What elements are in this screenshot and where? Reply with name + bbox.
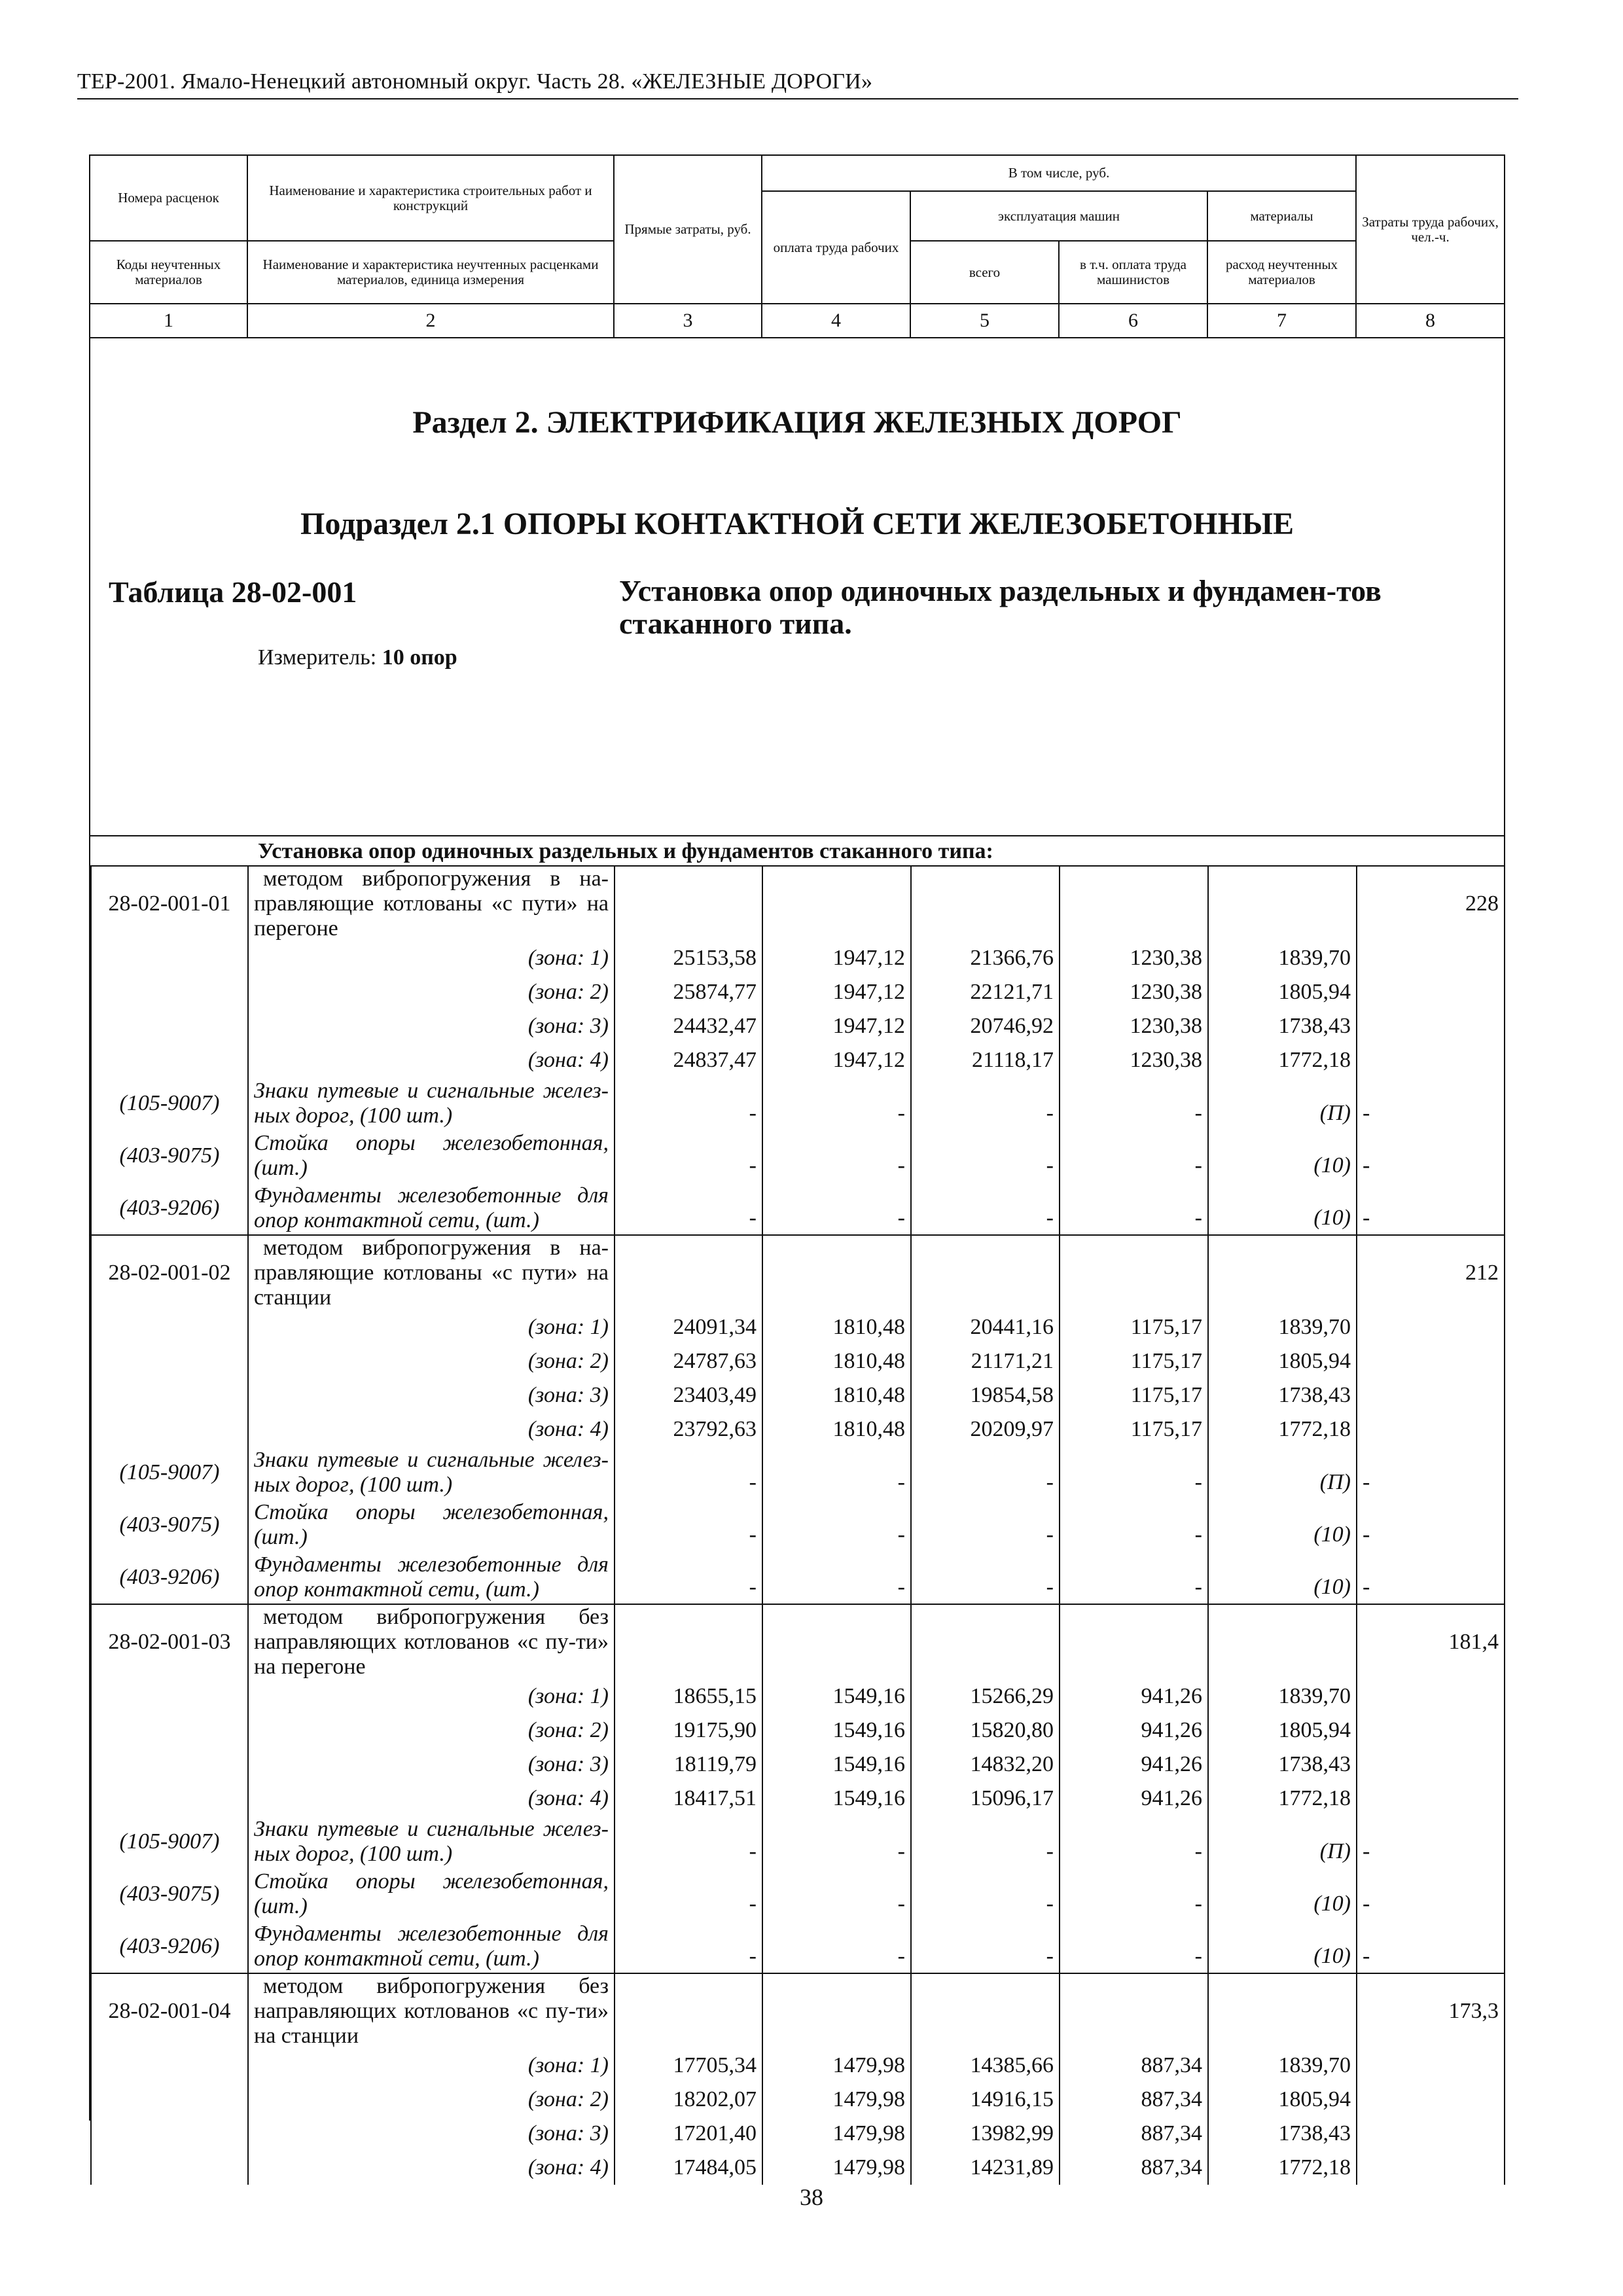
- material-code: (403-9206): [91, 1551, 248, 1604]
- dash-cell: -: [1060, 1446, 1208, 1499]
- machines-total: 14916,15: [911, 2083, 1060, 2117]
- material-qty: (П): [1208, 1816, 1357, 1868]
- dash-cell: -: [762, 1551, 911, 1604]
- rate-name: методом вибропогружения без направляющих котлованов «с пу-ти» на перегоне: [248, 1604, 615, 1679]
- material-row: [91, 1551, 1505, 1604]
- zone-label: (зона: 3): [248, 2117, 615, 2151]
- zone-label: (зона: 4): [248, 2151, 615, 2185]
- direct-cost: 24091,34: [615, 1310, 762, 1344]
- dash-cell: -: [911, 1182, 1060, 1235]
- material-name: Фундаменты железобетонные для опор контактной сети, (шт.): [248, 1182, 615, 1235]
- wages-cost: 1810,48: [762, 1310, 911, 1344]
- table-number: Таблица 28-02-001: [109, 575, 357, 609]
- empty-cell: [91, 1310, 248, 1344]
- dash-cell: -: [615, 1816, 762, 1868]
- zone-row: [91, 1412, 1505, 1446]
- rate-row: [91, 1973, 1505, 2049]
- material-code: (403-9075): [91, 1499, 248, 1551]
- empty-cell: [91, 1679, 248, 1713]
- direct-cost: 17484,05: [615, 2151, 762, 2185]
- direct-cost: 24432,47: [615, 1009, 762, 1043]
- material-name: Знаки путевые и сигнальные желез-ных дорог, (100 шт.): [248, 1446, 615, 1499]
- empty-cell: [615, 866, 762, 941]
- dash-cell: -: [1357, 1446, 1505, 1499]
- wages-cost: 1549,16: [762, 1782, 911, 1816]
- machines-total: 14385,66: [911, 2049, 1060, 2083]
- zone-label: (зона: 2): [248, 1713, 615, 1748]
- zone-row: [91, 941, 1505, 975]
- dash-cell: -: [762, 1868, 911, 1920]
- zone-row: [91, 1378, 1505, 1412]
- material-row: [91, 1499, 1505, 1551]
- machinist-wages: 887,34: [1060, 2049, 1208, 2083]
- material-row: [91, 1182, 1505, 1235]
- empty-cell: [762, 866, 911, 941]
- materials-cost: 1805,94: [1208, 2083, 1357, 2117]
- zone-label: (зона: 3): [248, 1378, 615, 1412]
- materials-cost: 1772,18: [1208, 1782, 1357, 1816]
- material-qty: (10): [1208, 1920, 1357, 1973]
- material-qty: (10): [1208, 1868, 1357, 1920]
- zone-label: (зона: 2): [248, 2083, 615, 2117]
- col-number: 2: [247, 304, 614, 338]
- material-code: (403-9206): [91, 1182, 248, 1235]
- zone-row: [91, 1713, 1505, 1748]
- materials-cost: 1839,70: [1208, 1310, 1357, 1344]
- rate-row: [91, 1235, 1505, 1310]
- empty-cell: [1357, 2117, 1505, 2151]
- materials-cost: 1772,18: [1208, 1412, 1357, 1446]
- empty-cell: [1357, 1782, 1505, 1816]
- wages-cost: 1947,12: [762, 975, 911, 1009]
- direct-cost: 18202,07: [615, 2083, 762, 2117]
- labor-cost: 181,4: [1357, 1604, 1505, 1679]
- dash-cell: -: [762, 1816, 911, 1868]
- empty-cell: [1208, 1973, 1357, 2049]
- direct-cost: 24787,63: [615, 1344, 762, 1378]
- zone-row: [91, 2049, 1505, 2083]
- material-qty: (10): [1208, 1499, 1357, 1551]
- material-code: (105-9007): [91, 1077, 248, 1130]
- material-name: Стойка опоры железобетонная, (шт.): [248, 1130, 615, 1182]
- zone-row: [91, 1310, 1505, 1344]
- empty-cell: [1357, 1679, 1505, 1713]
- dash-cell: -: [762, 1077, 911, 1130]
- dash-cell: -: [1060, 1182, 1208, 1235]
- col6-header: в т.ч. оплата труда машинистов: [1059, 241, 1207, 304]
- subsection-title: Подраздел 2.1 ОПОРЫ КОНТАКТНОЙ СЕТИ ЖЕЛЕЗОБЕТОННЫЕ: [300, 507, 1294, 541]
- dash-cell: -: [1357, 1499, 1505, 1551]
- zone-row: [91, 1679, 1505, 1713]
- machines-total: 15096,17: [911, 1782, 1060, 1816]
- materials-group-header: материалы: [1207, 191, 1356, 241]
- material-code: (105-9007): [91, 1446, 248, 1499]
- material-qty: (10): [1208, 1182, 1357, 1235]
- dash-cell: -: [911, 1077, 1060, 1130]
- material-code: (403-9075): [91, 1130, 248, 1182]
- direct-cost: 17705,34: [615, 2049, 762, 2083]
- machines-total: 15820,80: [911, 1713, 1060, 1748]
- machines-total: 21366,76: [911, 941, 1060, 975]
- machines-total: 14231,89: [911, 2151, 1060, 2185]
- material-row: [91, 1446, 1505, 1499]
- material-code: (105-9007): [91, 1816, 248, 1868]
- empty-cell: [91, 2151, 248, 2185]
- labor-cost: 173,3: [1357, 1973, 1505, 2049]
- material-qty: (10): [1208, 1130, 1357, 1182]
- rate-name: методом вибропогружения без направляющих котлованов «с пу-ти» на станции: [248, 1973, 615, 2049]
- zone-label: (зона: 3): [248, 1748, 615, 1782]
- wages-cost: 1479,98: [762, 2151, 911, 2185]
- col-number: 7: [1207, 304, 1356, 338]
- material-row: [91, 1920, 1505, 1973]
- direct-cost: 19175,90: [615, 1713, 762, 1748]
- dash-cell: -: [1357, 1077, 1505, 1130]
- dash-cell: -: [1060, 1130, 1208, 1182]
- empty-cell: [91, 1782, 248, 1816]
- col5-header: всего: [910, 241, 1059, 304]
- empty-cell: [91, 2117, 248, 2151]
- materials-cost: 1772,18: [1208, 2151, 1357, 2185]
- machinist-wages: 887,34: [1060, 2083, 1208, 2117]
- dash-cell: -: [1357, 1868, 1505, 1920]
- dash-cell: -: [615, 1077, 762, 1130]
- machinist-wages: 1175,17: [1060, 1344, 1208, 1378]
- zone-row: [91, 1748, 1505, 1782]
- empty-cell: [91, 975, 248, 1009]
- empty-cell: [1357, 1412, 1505, 1446]
- material-name: Знаки путевые и сигнальные желез-ных дорог, (100 шт.): [248, 1077, 615, 1130]
- wages-cost: 1810,48: [762, 1412, 911, 1446]
- dash-cell: -: [1357, 1551, 1505, 1604]
- zone-row: [91, 1009, 1505, 1043]
- price-table-frame: [89, 154, 1505, 2179]
- breakdown-group-header: В том числе, руб.: [762, 156, 1356, 191]
- empty-cell: [91, 1009, 248, 1043]
- empty-cell: [91, 1344, 248, 1378]
- dash-cell: -: [1060, 1551, 1208, 1604]
- material-row: [91, 1868, 1505, 1920]
- empty-cell: [1357, 1344, 1505, 1378]
- direct-cost: 23792,63: [615, 1412, 762, 1446]
- material-qty: (10): [1208, 1551, 1357, 1604]
- materials-cost: 1805,94: [1208, 975, 1357, 1009]
- machinist-wages: 941,26: [1060, 1679, 1208, 1713]
- dash-cell: -: [615, 1920, 762, 1973]
- rate-code: 28-02-001-04: [91, 1973, 248, 2049]
- empty-cell: [615, 1973, 762, 2049]
- dash-cell: -: [762, 1182, 911, 1235]
- empty-cell: [1357, 941, 1505, 975]
- materials-cost: 1738,43: [1208, 2117, 1357, 2151]
- empty-cell: [615, 1604, 762, 1679]
- empty-cell: [91, 1748, 248, 1782]
- material-name: Стойка опоры железобетонная, (шт.): [248, 1868, 615, 1920]
- dash-cell: -: [911, 1920, 1060, 1973]
- empty-cell: [1060, 1604, 1208, 1679]
- machinist-wages: 1230,38: [1060, 1009, 1208, 1043]
- machinist-wages: 1230,38: [1060, 941, 1208, 975]
- col-number: 6: [1059, 304, 1207, 338]
- empty-cell: [1357, 2083, 1505, 2117]
- machines-total: 14832,20: [911, 1748, 1060, 1782]
- empty-cell: [91, 2083, 248, 2117]
- zone-label: (зона: 3): [248, 1009, 615, 1043]
- dash-cell: -: [1060, 1077, 1208, 1130]
- meter-value: 10 опор: [382, 645, 457, 670]
- dash-cell: -: [1357, 1182, 1505, 1235]
- zone-row: [91, 2117, 1505, 2151]
- material-name: Знаки путевые и сигнальные желез-ных дорог, (100 шт.): [248, 1816, 615, 1868]
- dash-cell: -: [1060, 1816, 1208, 1868]
- machines-total: 20441,16: [911, 1310, 1060, 1344]
- direct-cost: 24837,47: [615, 1043, 762, 1077]
- dash-cell: -: [1060, 1499, 1208, 1551]
- zone-row: [91, 1043, 1505, 1077]
- meter: [258, 645, 457, 670]
- group-row: [90, 835, 1504, 867]
- col-number: 4: [762, 304, 910, 338]
- direct-cost: 18417,51: [615, 1782, 762, 1816]
- machinist-wages: 941,26: [1060, 1748, 1208, 1782]
- machinist-wages: 941,26: [1060, 1713, 1208, 1748]
- materials-cost: 1738,43: [1208, 1009, 1357, 1043]
- zone-label: (зона: 1): [248, 1679, 615, 1713]
- empty-cell: [911, 866, 1060, 941]
- empty-cell: [1357, 1748, 1505, 1782]
- dash-cell: -: [911, 1446, 1060, 1499]
- col2-top-header: Наименование и характеристика строительных работ и конструкций: [247, 156, 614, 241]
- machines-group-header: эксплуатация машин: [910, 191, 1207, 241]
- material-row: [91, 1077, 1505, 1130]
- materials-cost: 1738,43: [1208, 1378, 1357, 1412]
- empty-cell: [91, 2049, 248, 2083]
- zone-row: [91, 1782, 1505, 1816]
- zone-row: [91, 2151, 1505, 2185]
- machines-total: 19854,58: [911, 1378, 1060, 1412]
- dash-cell: -: [762, 1446, 911, 1499]
- rate-row: [91, 1604, 1505, 1679]
- empty-cell: [91, 1412, 248, 1446]
- materials-cost: 1738,43: [1208, 1748, 1357, 1782]
- wages-cost: 1810,48: [762, 1344, 911, 1378]
- labor-cost: 228: [1357, 866, 1505, 941]
- dash-cell: -: [911, 1499, 1060, 1551]
- machines-total: 15266,29: [911, 1679, 1060, 1713]
- zone-label: (зона: 2): [248, 1344, 615, 1378]
- direct-cost: 17201,40: [615, 2117, 762, 2151]
- empty-cell: [1357, 1310, 1505, 1344]
- wages-cost: 1479,98: [762, 2117, 911, 2151]
- col2-bottom-header: Наименование и характеристика неучтенных расценками материалов, единица измерения: [247, 241, 614, 304]
- direct-cost: 18119,79: [615, 1748, 762, 1782]
- rate-row: [91, 866, 1505, 941]
- material-qty: (П): [1208, 1446, 1357, 1499]
- wages-cost: 1549,16: [762, 1679, 911, 1713]
- dash-cell: -: [911, 1816, 1060, 1868]
- dash-cell: -: [911, 1130, 1060, 1182]
- zone-label: (зона: 2): [248, 975, 615, 1009]
- machinist-wages: 887,34: [1060, 2117, 1208, 2151]
- zone-label: (зона: 4): [248, 1782, 615, 1816]
- zone-label: (зона: 4): [248, 1412, 615, 1446]
- labor-cost: 212: [1357, 1235, 1505, 1310]
- col3-header: Прямые затраты, руб.: [614, 156, 762, 304]
- machinist-wages: 941,26: [1060, 1782, 1208, 1816]
- empty-cell: [911, 1604, 1060, 1679]
- empty-cell: [91, 941, 248, 975]
- zone-row: [91, 1344, 1505, 1378]
- dash-cell: -: [1357, 1130, 1505, 1182]
- dash-cell: -: [615, 1868, 762, 1920]
- machines-total: 20209,97: [911, 1412, 1060, 1446]
- materials-cost: 1805,94: [1208, 1713, 1357, 1748]
- empty-cell: [1357, 1713, 1505, 1748]
- zone-label: (зона: 1): [248, 941, 615, 975]
- empty-cell: [1208, 866, 1357, 941]
- empty-cell: [91, 1043, 248, 1077]
- materials-cost: 1839,70: [1208, 2049, 1357, 2083]
- page-number: 38: [800, 2184, 823, 2210]
- machinist-wages: 1175,17: [1060, 1310, 1208, 1344]
- col-number: 3: [614, 304, 762, 338]
- empty-cell: [615, 1235, 762, 1310]
- table-name: Установка опор одиночных раздельных и фундамен-тов стаканного типа.: [619, 574, 1382, 640]
- rates-body: [90, 865, 1504, 2185]
- machines-total: 13982,99: [911, 2117, 1060, 2151]
- material-qty: (П): [1208, 1077, 1357, 1130]
- machines-total: 21171,21: [911, 1344, 1060, 1378]
- machinist-wages: 1230,38: [1060, 1043, 1208, 1077]
- rates-table: [90, 865, 1505, 2185]
- material-row: [91, 1130, 1505, 1182]
- dash-cell: -: [762, 1130, 911, 1182]
- machinist-wages: 887,34: [1060, 2151, 1208, 2185]
- wages-cost: 1479,98: [762, 2083, 911, 2117]
- empty-cell: [762, 1604, 911, 1679]
- machines-total: 22121,71: [911, 975, 1060, 1009]
- column-header-table: [90, 156, 1504, 338]
- empty-cell: [91, 1713, 248, 1748]
- empty-cell: [1060, 1973, 1208, 2049]
- section-title: Раздел 2. ЭЛЕКТРИФИКАЦИЯ ЖЕЛЕЗНЫХ ДОРОГ: [412, 405, 1182, 440]
- material-row: [91, 1816, 1505, 1868]
- empty-cell: [1357, 1378, 1505, 1412]
- empty-cell: [762, 1235, 911, 1310]
- dash-cell: -: [911, 1551, 1060, 1604]
- zone-row: [91, 2083, 1505, 2117]
- material-name: Фундаменты железобетонные для опор контактной сети, (шт.): [248, 1551, 615, 1604]
- rate-code: 28-02-001-01: [91, 866, 248, 941]
- machinist-wages: 1230,38: [1060, 975, 1208, 1009]
- dash-cell: -: [615, 1499, 762, 1551]
- zone-label: (зона: 1): [248, 1310, 615, 1344]
- col-number: 8: [1356, 304, 1504, 338]
- zone-label: (зона: 4): [248, 1043, 615, 1077]
- empty-cell: [1357, 2151, 1505, 2185]
- dash-cell: -: [1357, 1920, 1505, 1973]
- dash-cell: -: [615, 1182, 762, 1235]
- material-code: (403-9206): [91, 1920, 248, 1973]
- dash-cell: -: [615, 1551, 762, 1604]
- direct-cost: 25153,58: [615, 941, 762, 975]
- material-name: Фундаменты железобетонные для опор контактной сети, (шт.): [248, 1920, 615, 1973]
- group-row-label: Установка опор одиночных раздельных и фундаментов стаканного типа:: [258, 839, 993, 863]
- machines-total: 21118,17: [911, 1043, 1060, 1077]
- direct-cost: 25874,77: [615, 975, 762, 1009]
- dash-cell: -: [762, 1920, 911, 1973]
- empty-cell: [91, 1378, 248, 1412]
- wages-cost: 1947,12: [762, 1009, 911, 1043]
- empty-cell: [1208, 1604, 1357, 1679]
- wages-cost: 1947,12: [762, 1043, 911, 1077]
- dash-cell: -: [1060, 1920, 1208, 1973]
- machinist-wages: 1175,17: [1060, 1378, 1208, 1412]
- empty-cell: [1357, 975, 1505, 1009]
- materials-cost: 1772,18: [1208, 1043, 1357, 1077]
- empty-cell: [1357, 1043, 1505, 1077]
- empty-cell: [1060, 866, 1208, 941]
- empty-cell: [911, 1973, 1060, 2049]
- materials-cost: 1839,70: [1208, 941, 1357, 975]
- empty-cell: [762, 1973, 911, 2049]
- material-code: (403-9075): [91, 1868, 248, 1920]
- col-number: 5: [910, 304, 1059, 338]
- col1-bottom-header: Коды неучтенных материалов: [90, 241, 247, 304]
- material-name: Стойка опоры железобетонная, (шт.): [248, 1499, 615, 1551]
- meter-label: Измеритель:: [258, 645, 377, 670]
- col4-header: оплата труда рабочих: [762, 191, 910, 304]
- running-header: ТЕР-2001. Ямало-Ненецкий автономный округ. Часть 28. «ЖЕЛЕЗНЫЕ ДОРОГИ»: [77, 69, 1518, 99]
- rate-name: методом вибропогружения в на-правляющие котлованы «с пути» на перегоне: [248, 866, 615, 941]
- wages-cost: 1810,48: [762, 1378, 911, 1412]
- dash-cell: -: [1060, 1868, 1208, 1920]
- wages-cost: 1549,16: [762, 1713, 911, 1748]
- dash-cell: -: [1357, 1816, 1505, 1868]
- rate-code: 28-02-001-02: [91, 1235, 248, 1310]
- zone-row: [91, 975, 1505, 1009]
- col-number: 1: [90, 304, 247, 338]
- dash-cell: -: [615, 1446, 762, 1499]
- empty-cell: [1357, 2049, 1505, 2083]
- empty-cell: [1357, 1009, 1505, 1043]
- rate-code: 28-02-001-03: [91, 1604, 248, 1679]
- wages-cost: 1947,12: [762, 941, 911, 975]
- dash-cell: -: [615, 1130, 762, 1182]
- materials-cost: 1805,94: [1208, 1344, 1357, 1378]
- zone-label: (зона: 1): [248, 2049, 615, 2083]
- empty-cell: [1208, 1235, 1357, 1310]
- machinist-wages: 1175,17: [1060, 1412, 1208, 1446]
- col8-header: Затраты труда рабочих, чел.-ч.: [1356, 156, 1504, 304]
- dash-cell: -: [911, 1868, 1060, 1920]
- dash-cell: -: [762, 1499, 911, 1551]
- direct-cost: 18655,15: [615, 1679, 762, 1713]
- rate-name: методом вибропогружения в на-правляющие котлованы «с пути» на станции: [248, 1235, 615, 1310]
- col1-top-header: Номера расценок: [90, 156, 247, 241]
- wages-cost: 1479,98: [762, 2049, 911, 2083]
- wages-cost: 1549,16: [762, 1748, 911, 1782]
- empty-cell: [911, 1235, 1060, 1310]
- direct-cost: 23403,49: [615, 1378, 762, 1412]
- materials-cost: 1839,70: [1208, 1679, 1357, 1713]
- col7-header: расход неучтенных материалов: [1207, 241, 1356, 304]
- empty-cell: [1060, 1235, 1208, 1310]
- machines-total: 20746,92: [911, 1009, 1060, 1043]
